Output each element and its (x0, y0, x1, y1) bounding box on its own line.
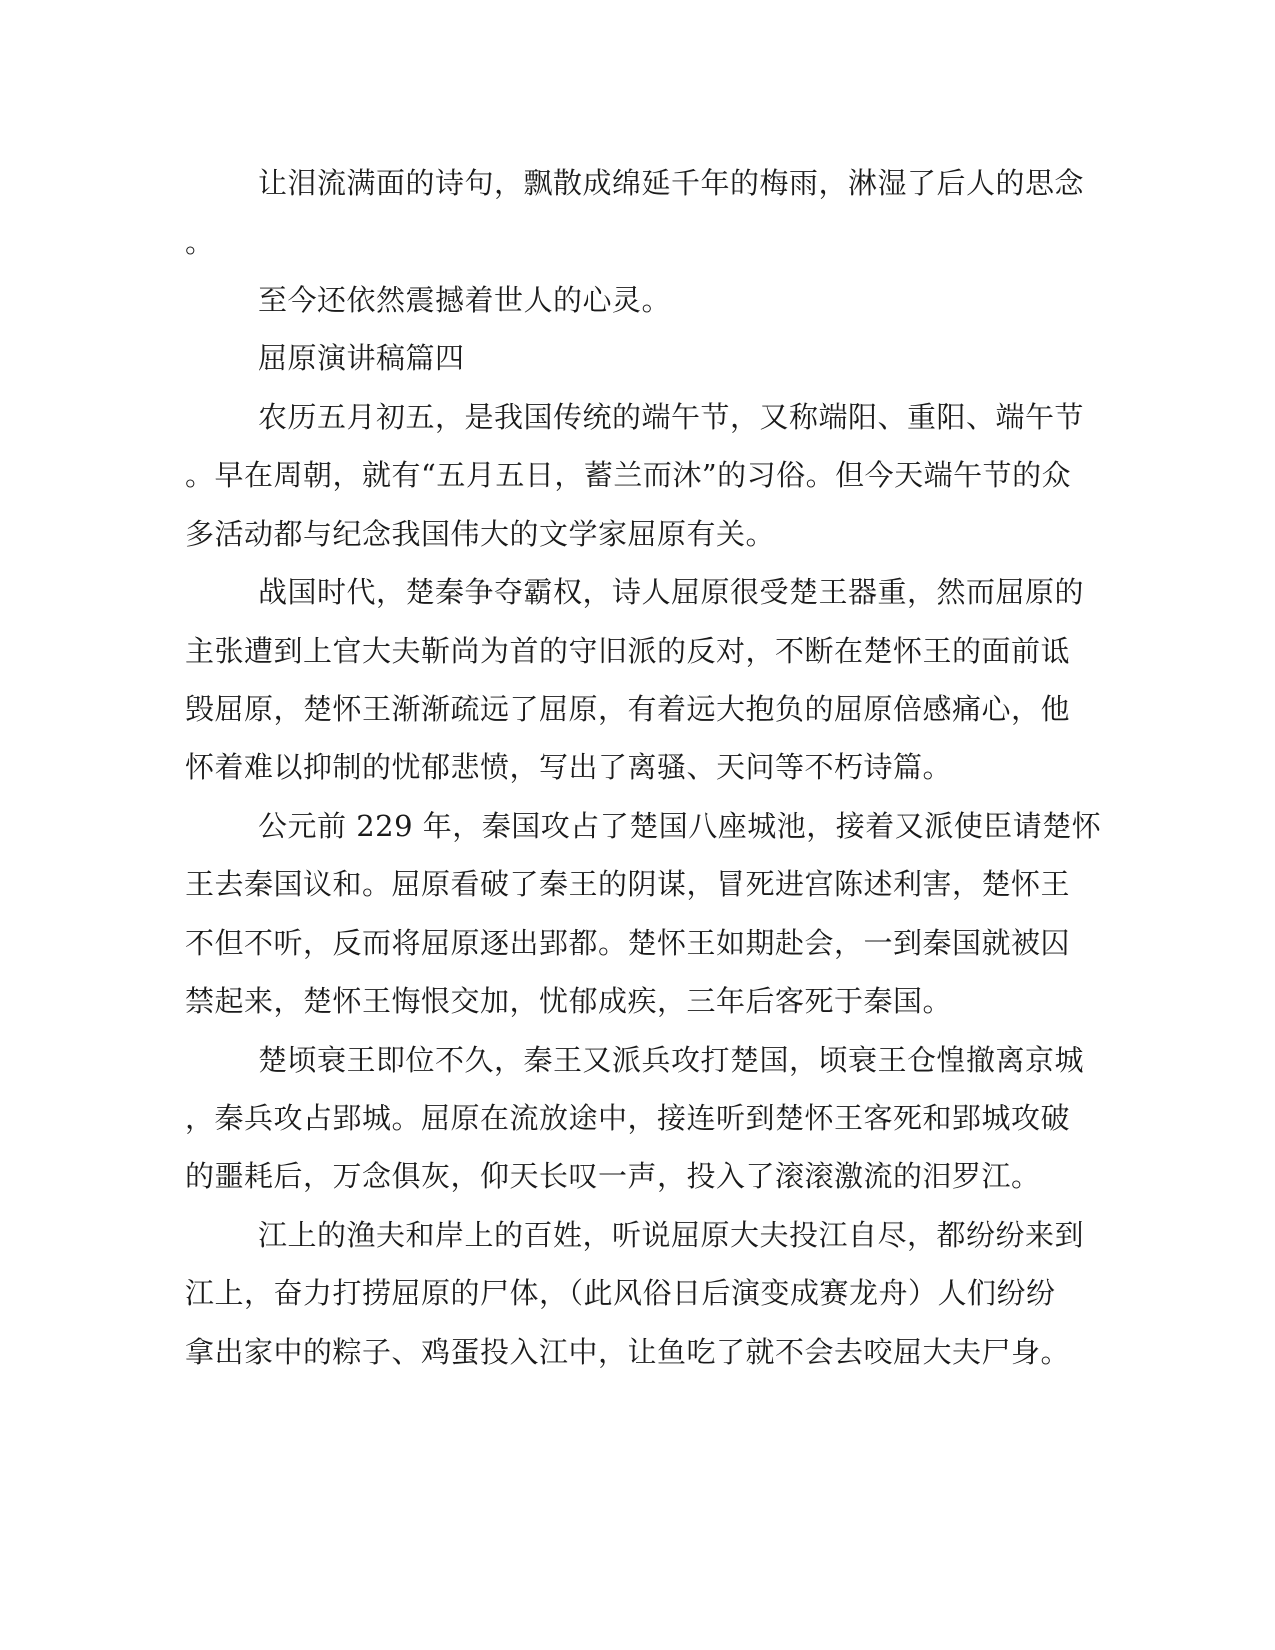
text-line: 的噩耗后，万念俱灰，仰天长叹一声，投入了滚滚激流的汨罗江。 (185, 1159, 1041, 1193)
text-line: ，秦兵攻占郢城。屈原在流放途中，接连听到楚怀王客死和郢城攻破 (185, 1101, 1071, 1135)
text-line: 江上，奋力打捞屈原的尸体，（此风俗日后演变成赛龙舟）人们纷纷 (185, 1276, 1056, 1310)
text-line: 至今还依然震撼着世人的心灵。 (258, 283, 672, 317)
text-line: 不但不听，反而将屈原逐出郢都。楚怀王如期赴会，一到秦国就被囚 (185, 926, 1071, 960)
text-line: 。 (185, 225, 215, 259)
text-line: 主张遭到上官大夫靳尚为首的守旧派的反对，不断在楚怀王的面前诋 (185, 634, 1071, 668)
text-line: 禁起来，楚怀王悔恨交加，忧郁成疾，三年后客死于秦国。 (185, 984, 953, 1018)
text-line: 拿出家中的粽子、鸡蛋投入江中，让鱼吃了就不会去咬屈大夫尸身。 (185, 1335, 1071, 1369)
text-line: 让泪流满面的诗句，飘散成绵延千年的梅雨，淋湿了后人的思念 (258, 166, 1085, 200)
text-line: 战国时代，楚秦争夺霸权，诗人屈原很受楚王器重，然而屈原的 (258, 575, 1085, 609)
text-line: 毁屈原，楚怀王渐渐疏远了屈原，有着远大抱负的屈原倍感痛心，他 (185, 692, 1071, 726)
text-line: 公元前 229 年，秦国攻占了楚国八座城池，接着又派使臣请楚怀 (258, 809, 1102, 843)
text-line: 楚顷衰王即位不久，秦王又派兵攻打楚国，顷衰王仓惶撤离京城 (258, 1043, 1085, 1077)
text-line: 江上的渔夫和岸上的百姓，听说屈原大夫投江自尽，都纷纷来到 (258, 1218, 1085, 1252)
section-heading: 屈原演讲稿篇四 (258, 341, 465, 375)
text-line: 农历五月初五，是我国传统的端午节，又称端阳、重阳、端午节 (258, 400, 1085, 434)
text-line: 王去秦国议和。屈原看破了秦王的阴谋，冒死进宫陈述利害，楚怀王 (185, 867, 1071, 901)
text-line: 。早在周朝，就有“五月五日，蓄兰而沐”的习俗。但今天端午节的众 (185, 458, 1072, 492)
text-line: 多活动都与纪念我国伟大的文学家屈原有关。 (185, 517, 776, 551)
text-line: 怀着难以抑制的忧郁悲愤，写出了离骚、天问等不朽诗篇。 (185, 750, 953, 784)
